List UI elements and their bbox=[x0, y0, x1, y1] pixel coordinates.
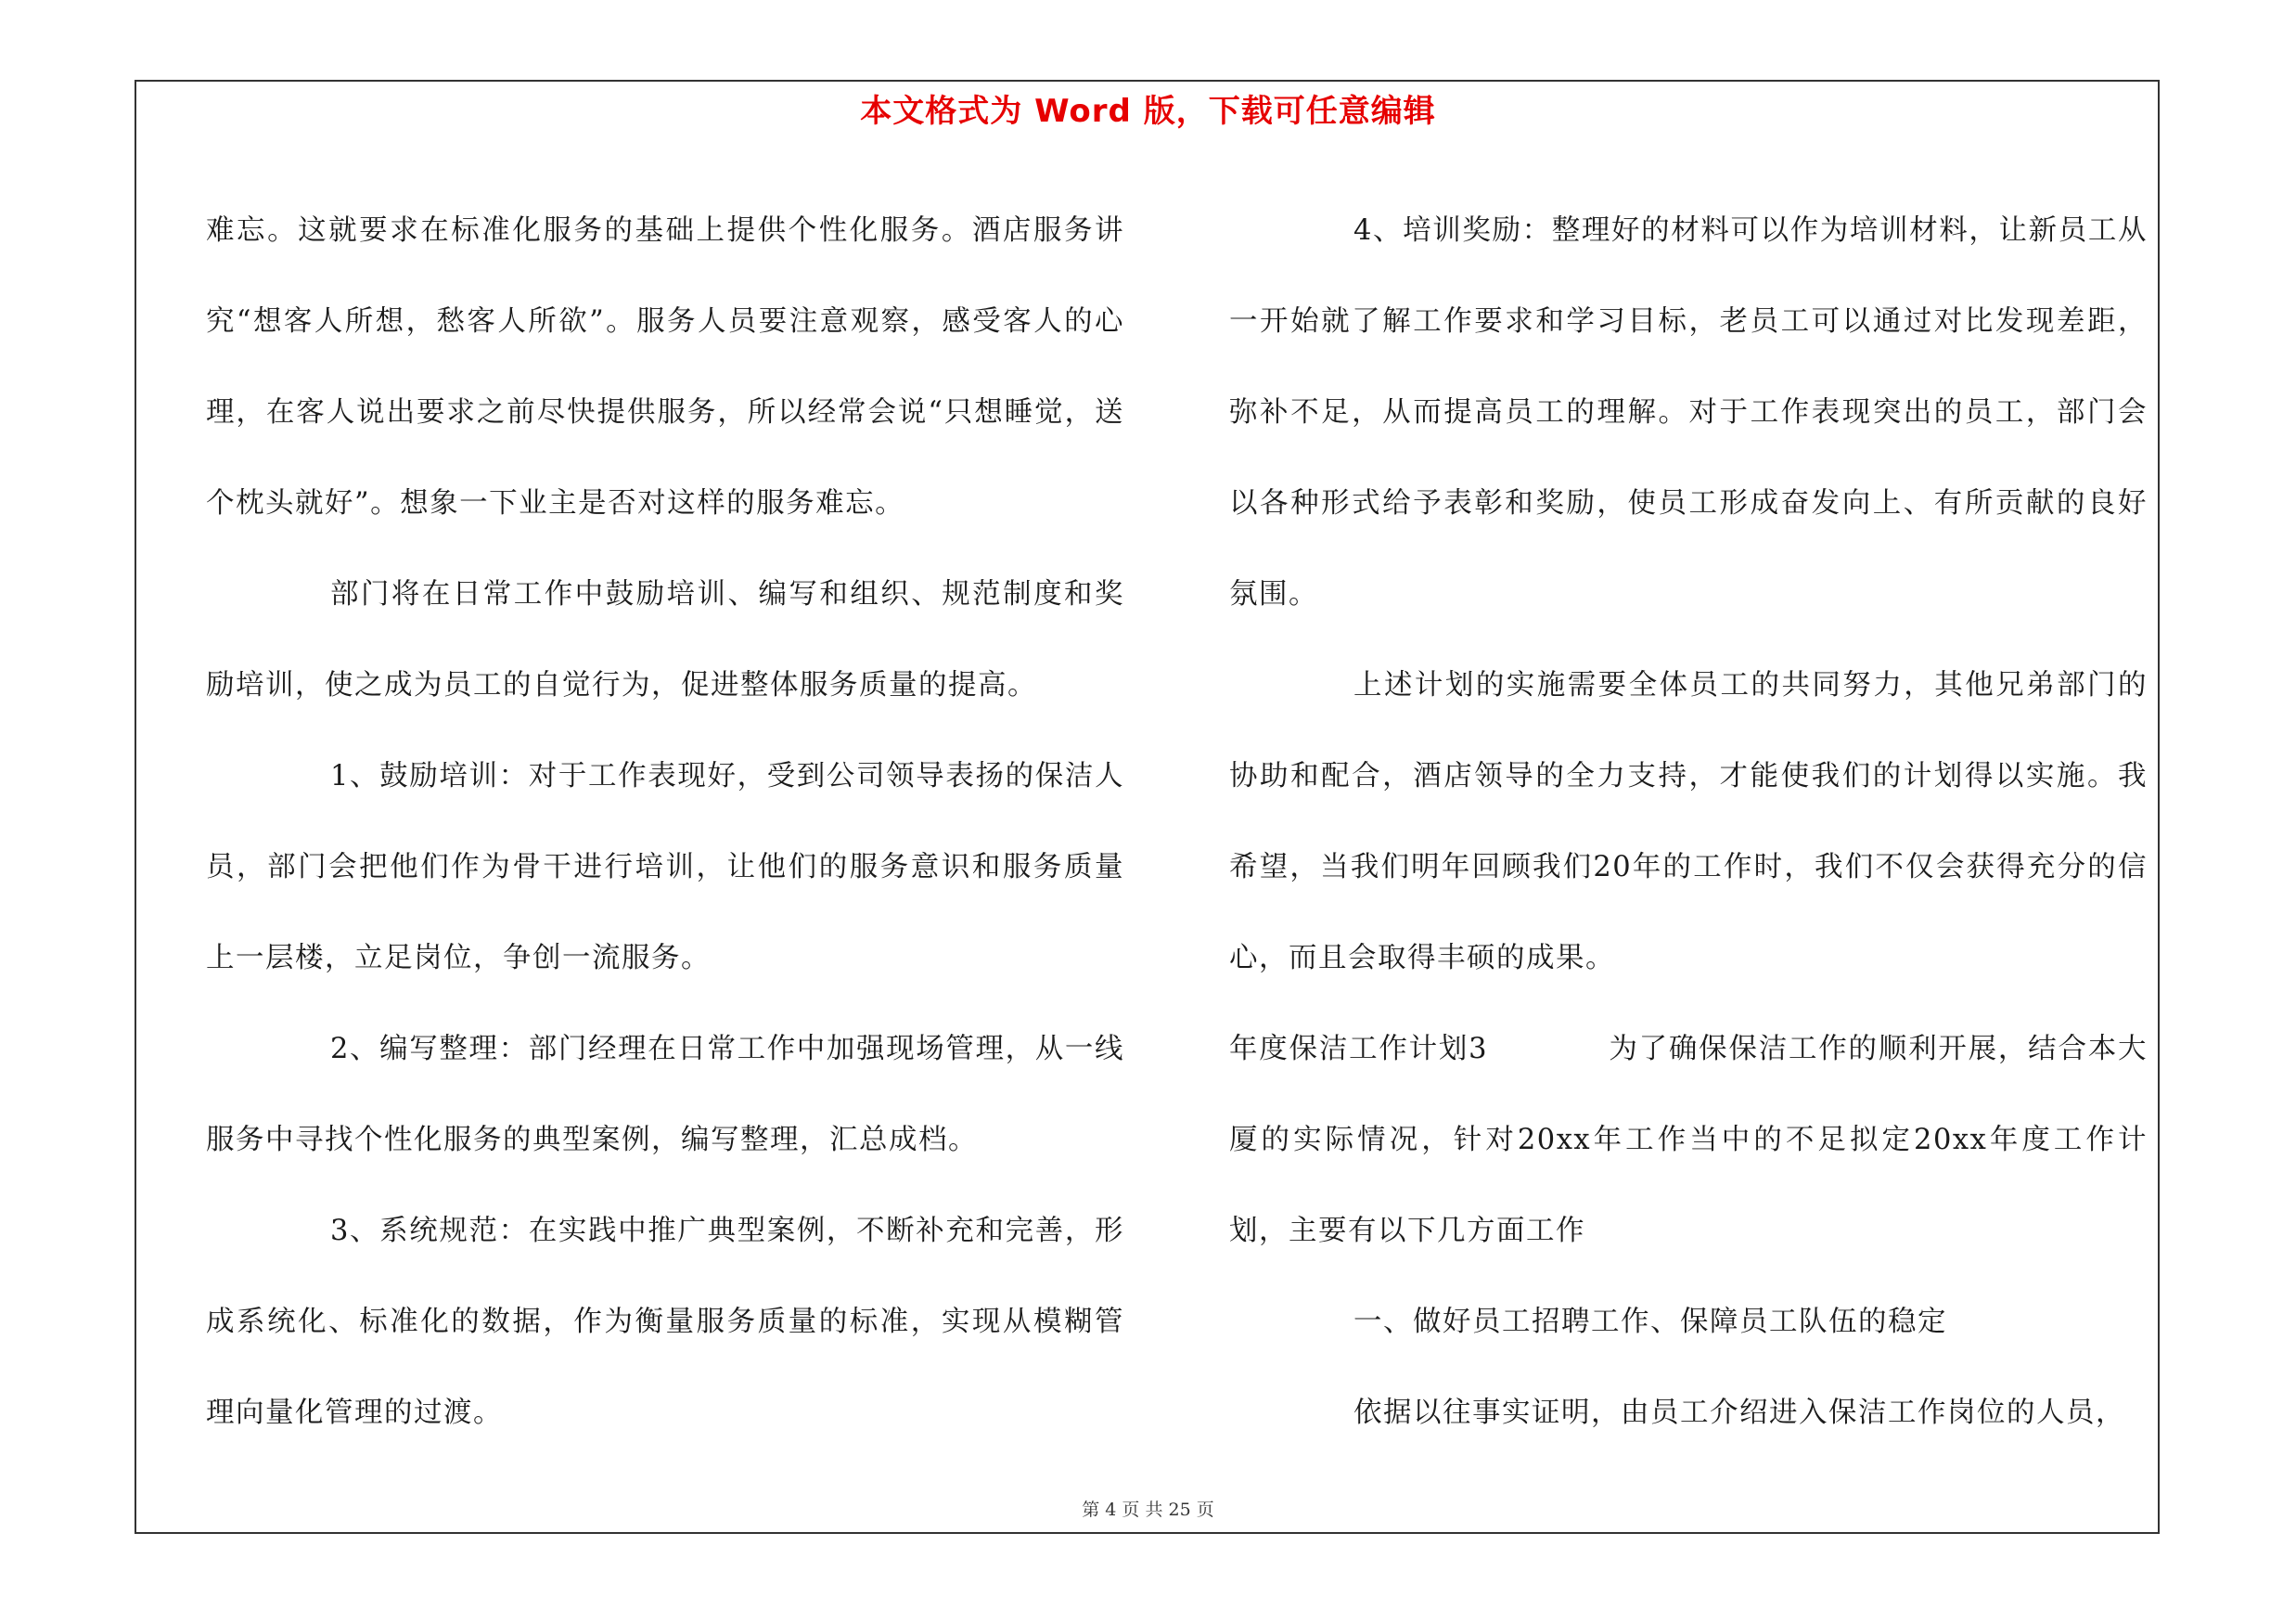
section-paragraph bbox=[1229, 1004, 2148, 1277]
page-number-footer: 第 4 页 共 25 页 bbox=[1082, 1500, 1214, 1520]
word-format-banner: 本文格式为 Word 版，下载可任意编辑 bbox=[860, 93, 1436, 130]
paragraph: 一、做好员工招聘工作、保障员工队伍的稳定 bbox=[1353, 1306, 1947, 1338]
paragraph: 3、系统规范：在实践中推广典型案例，不断补充和完善，形成系统化、标准化的数据，作为衡量服务质量的标准，实现从模糊管理向量化管理的过渡。 bbox=[206, 1215, 1124, 1429]
paragraph: 部门将在日常工作中鼓励培训、编写和组织、规范制度和奖励培训，使之成为员工的自觉行为，促进整体服务质量的提高。 bbox=[206, 578, 1124, 702]
paragraph: 上述计划的实施需要全体员工的共同努力，其他兄弟部门的协助和配合，酒店领导的全力支持，才能使我们的计划得以实施。我希望，当我们明年回顾我们20年的工作时，我们不仅会获得充分的信心，而且会取得丰硕的成果。 bbox=[1229, 669, 2148, 974]
right-column bbox=[1229, 186, 2148, 1459]
section-text: 为了确保保洁工作的顺利开展，结合本大厦的实际情况，针对20xx年工作当中的不足拟定20xx年度工作计划，主要有以下几方面工作 bbox=[1229, 1033, 2148, 1247]
paragraph: 4、培训奖励：整理好的材料可以作为培训材料，让新员工从一开始就了解工作要求和学习目标，老员工可以通过对比发现差距，弥补不足，从而提高员工的理解。对于工作表现突出的员工，部门会以各种形式给予表彰和奖励，使员工形成奋发向上、有所贡献的良好氛围。 bbox=[1229, 214, 2148, 611]
paragraph: 依据以往事实证明，由员工介绍进入保洁工作岗位的人员， bbox=[1353, 1397, 2125, 1429]
paragraph: 难忘。这就要求在标准化服务的基础上提供个性化服务。酒店服务讲究“想客人所想，愁客人所欲”。服务人员要注意观察，感受客人的心理，在客人说出要求之前尽快提供服务，所以经常会说“只想睡觉，送个枕头就好”。想象一下业主是否对这样的服务难忘。 bbox=[206, 214, 1124, 520]
paragraph: 1、鼓励培训：对于工作表现好，受到公司领导表扬的保洁人员，部门会把他们作为骨干进行培训，让他们的服务意识和服务质量上一层楼，立足岗位，争创一流服务。 bbox=[206, 760, 1124, 974]
paragraph: 2、编写整理：部门经理在日常工作中加强现场管理，从一线服务中寻找个性化服务的典型案例，编写整理，汇总成档。 bbox=[206, 1033, 1124, 1156]
section-heading: 年度保洁工作计划3 bbox=[1229, 1033, 1489, 1065]
left-column bbox=[206, 186, 1124, 1459]
